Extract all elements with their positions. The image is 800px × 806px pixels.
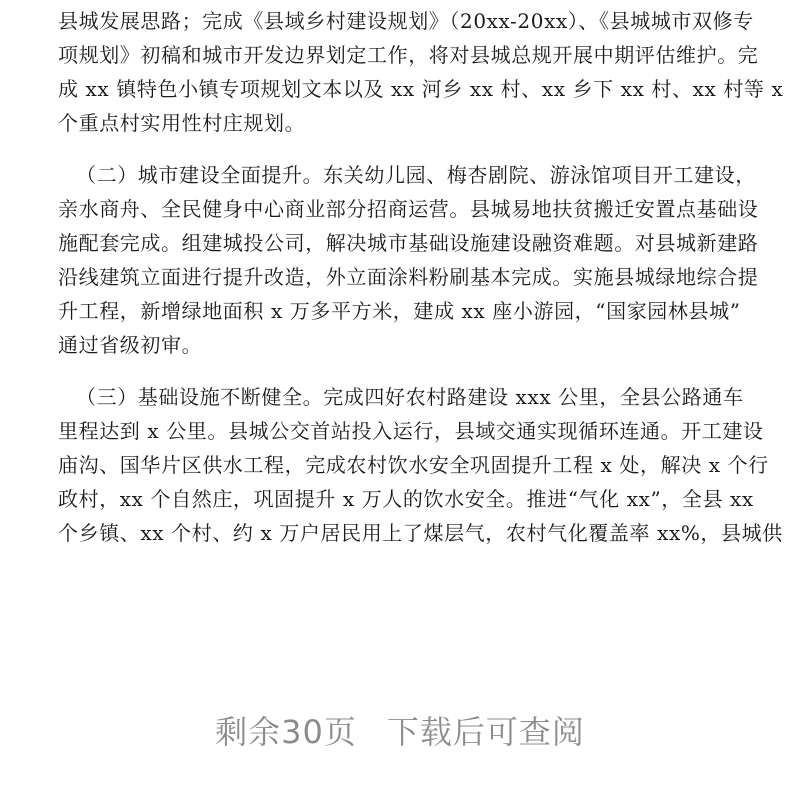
download-to-read-banner[interactable]	[0, 700, 800, 760]
text-line: 个重点村实用性村庄规划。	[58, 111, 306, 135]
text-line: 里程达到 x 公里。县城公交首站投入运行，县域交通实现循环连通。开工建设	[58, 419, 764, 443]
text-line: 升工程，新增绿地面积 x 万多平方米，建成 xx 座小游园，“国家园林县城”	[58, 299, 741, 323]
text-line: 沿线建筑立面进行提升改造，外立面涂料粉刷基本完成。实施县城绿地综合提	[58, 265, 759, 289]
text-line: 庙沟、国华片区供水工程，完成农村饮水安全巩固提升工程 x 处，解决 x 个行	[58, 453, 769, 477]
remaining-pages-label: 剩余30页	[215, 713, 357, 751]
paragraph-planning	[58, 4, 784, 140]
text-line: 通过省级初审。	[58, 333, 203, 357]
paragraph-urban-construction	[58, 158, 759, 362]
text-line: 个乡镇、xx 个村、约 x 万户居民用上了煤层气，农村气化覆盖率 xx%，县城供	[58, 521, 783, 545]
text-line: 成 xx 镇特色小镇专项规划文本以及 xx 河乡 xx 村、xx 乡下 xx 村、xx 村等 x	[58, 77, 784, 101]
document-body	[58, 4, 784, 550]
text-line: 县城发展思路；完成《县域乡村建设规划》（20xx-20xx）、《县城城市双修专	[58, 9, 754, 33]
text-line: 施配套完成。组建城投公司，解决城市基础设施建设融资难题。对县城新建路	[58, 231, 759, 255]
text-line: （二）城市建设全面提升。东关幼儿园、梅杏剧院、游泳馆项目开工建设，	[76, 163, 756, 187]
text-line: 政村，xx 个自然庄，巩固提升 x 万人的饮水安全。推进“气化 xx”，全县 xx	[58, 487, 754, 511]
text-line: 亲水商舟、全民健身中心商业部分招商运营。县城易地扶贫搬迁安置点基础设	[58, 197, 759, 221]
text-line: 项规划》初稿和城市开发边界划定工作，将对县城总规开展中期评估维护。完	[58, 43, 759, 67]
text-line: （三）基础设施不断健全。完成四好农村路建设 xxx 公里，全县公路通车	[76, 385, 744, 409]
download-prompt-label: 下载后可查阅	[386, 713, 585, 751]
paragraph-infrastructure	[58, 380, 783, 550]
